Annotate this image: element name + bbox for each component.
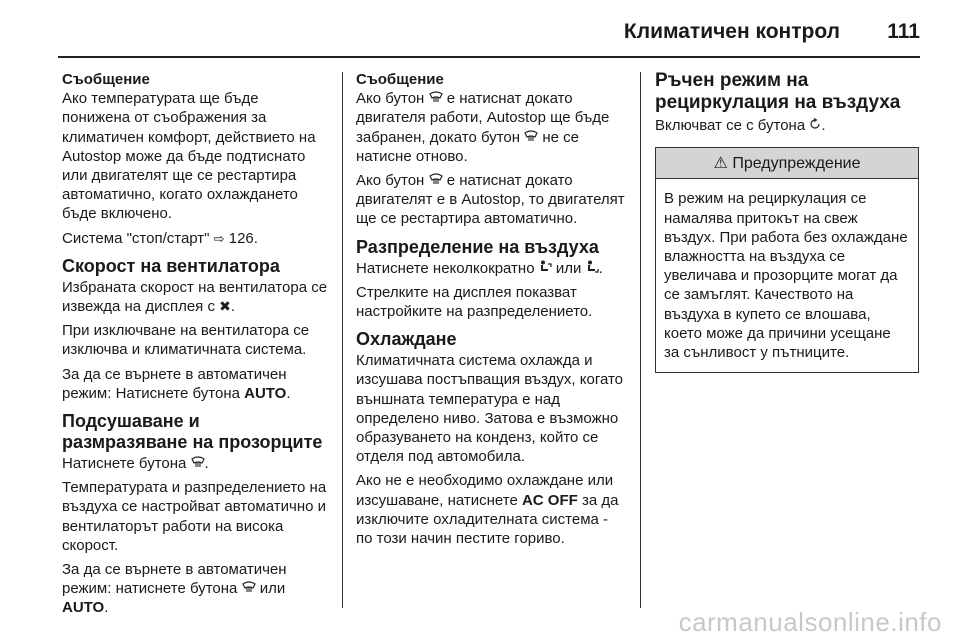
recirculation-icon bbox=[809, 116, 821, 135]
reference-page: 126. bbox=[228, 229, 258, 247]
air-distribution-icon bbox=[539, 259, 552, 278]
warning-header bbox=[656, 148, 918, 179]
header-rule bbox=[58, 56, 920, 58]
paragraph bbox=[356, 471, 628, 548]
ac-off-button-label: AC OFF bbox=[521, 491, 578, 509]
paragraph-text: е натиснат докато двигателят е в Autostop, то двигателят ще се рестартира автоматично. bbox=[356, 172, 625, 228]
warning-title: Предупреждение bbox=[732, 155, 861, 173]
paragraph-text: Ако бутон bbox=[356, 90, 425, 108]
windscreen-defrost-icon bbox=[429, 89, 443, 108]
page-title: Климатичен контрол bbox=[623, 20, 840, 43]
paragraph bbox=[62, 560, 330, 618]
paragraph-text: или bbox=[555, 259, 582, 277]
paragraph bbox=[62, 278, 330, 316]
paragraph-text: За да се върнете в автоматичен режим: Натиснете бутона bbox=[62, 365, 287, 402]
paragraph-text: е натиснат докато двигателя работи, Autostop ще бъде забранен, докато бутон bbox=[356, 90, 610, 146]
fan-icon: ✖ bbox=[219, 298, 231, 315]
column-3 bbox=[655, 70, 923, 373]
paragraph-text: . bbox=[104, 599, 109, 617]
reference-label: Система "стоп/старт" bbox=[62, 229, 210, 247]
paragraph bbox=[655, 116, 923, 135]
windscreen-defrost-icon bbox=[429, 171, 443, 190]
warning-box bbox=[655, 147, 919, 373]
warning-text: В режим на рециркулация се намалява притокът на свеж въздух. При работа без охлаждане влажността на въздуха се увеличава и прозорците могат да се замъглят. Качеството на въздуха в купето се влошава, което може да причини усещане за сънливост у пътниците. bbox=[664, 190, 908, 362]
message-text bbox=[356, 89, 628, 166]
paragraph-text: . bbox=[286, 384, 291, 402]
message-text bbox=[356, 171, 628, 229]
paragraph-text: Избраната скорост на вентилатора се извежда на дисплея с bbox=[62, 278, 328, 316]
paragraph-text: Включват се с бутона bbox=[655, 117, 806, 134]
paragraph-text: или bbox=[259, 580, 286, 598]
paragraph-text: Ако бутон bbox=[356, 172, 425, 190]
message-title: Съобщение bbox=[62, 71, 150, 88]
column-2 bbox=[356, 70, 628, 553]
paragraph: Температурата и разпределението на въздуха се настройват автоматично и вентилаторът работи на висока скорост. bbox=[62, 479, 327, 554]
column-divider bbox=[342, 72, 343, 608]
air-distribution-icon bbox=[586, 259, 599, 278]
auto-button-label: AUTO bbox=[244, 384, 287, 402]
page-header bbox=[0, 14, 920, 50]
cross-reference bbox=[62, 229, 330, 248]
paragraph-text: Натиснете неколкократно bbox=[356, 259, 535, 277]
paragraph-text: . bbox=[204, 455, 209, 473]
message-title: Съобщение bbox=[356, 71, 444, 88]
windscreen-defrost-icon bbox=[524, 128, 538, 147]
page-number: 111 bbox=[887, 20, 920, 43]
paragraph: При изключване на вентилатора се изключва и климатичната система. bbox=[62, 322, 310, 359]
paragraph-text: за да изключите охладителната система - по този начин пестите гориво. bbox=[356, 491, 619, 548]
message-text: Ако температурата ще бъде понижена от съображения за климатичен комфорт, действието на Autostop може да бъде подтиснато или двигателят ще се рестартира автоматично, когато охлаждането бъде включено. bbox=[62, 90, 316, 223]
paragraph: Стрелките на дисплея показват настройките на разпределението. bbox=[356, 283, 593, 321]
column-1 bbox=[62, 70, 330, 623]
paragraph: Климатичната система охлажда и изсушава постъпващия въздух, когато външната температура е над определено ниво. Затова е възможно образуването на конденз, който се отделя под автомобила. bbox=[356, 352, 624, 466]
watermark: carmanualsonline.info bbox=[678, 607, 942, 637]
paragraph-text: За да се върнете в автоматичен режим: натиснете бутона bbox=[62, 561, 287, 598]
paragraph-text: не се натисне отново. bbox=[356, 128, 580, 165]
windscreen-defrost-icon bbox=[191, 454, 205, 473]
section-heading-defrost: Подсушаване и размразяване на прозорците bbox=[62, 411, 323, 453]
column-divider bbox=[640, 72, 641, 608]
section-heading-fan-speed: Скорост на вентилатора bbox=[62, 255, 280, 276]
warning-triangle-icon: ⚠ bbox=[713, 155, 728, 173]
paragraph bbox=[62, 365, 330, 403]
paragraph-text: . bbox=[230, 298, 236, 316]
windscreen-defrost-icon bbox=[242, 579, 256, 598]
paragraph-text: Ако не е необходимо охлаждане или изсушаване, натиснете bbox=[356, 472, 614, 509]
section-heading-air-distribution: Разпределение на въздуха bbox=[356, 236, 599, 257]
section-heading-recirculation: Ръчен режим на рециркулация на въздуха bbox=[655, 70, 901, 113]
paragraph bbox=[356, 259, 628, 278]
section-heading-cooling: Охлаждане bbox=[356, 329, 457, 350]
paragraph-text: . bbox=[598, 259, 603, 277]
paragraph bbox=[62, 454, 330, 473]
ref-arrow-icon: ⇨ bbox=[213, 230, 225, 246]
paragraph-text: . bbox=[821, 117, 826, 134]
paragraph-text: Натиснете бутона bbox=[62, 455, 187, 473]
auto-button-label: AUTO bbox=[62, 599, 105, 617]
